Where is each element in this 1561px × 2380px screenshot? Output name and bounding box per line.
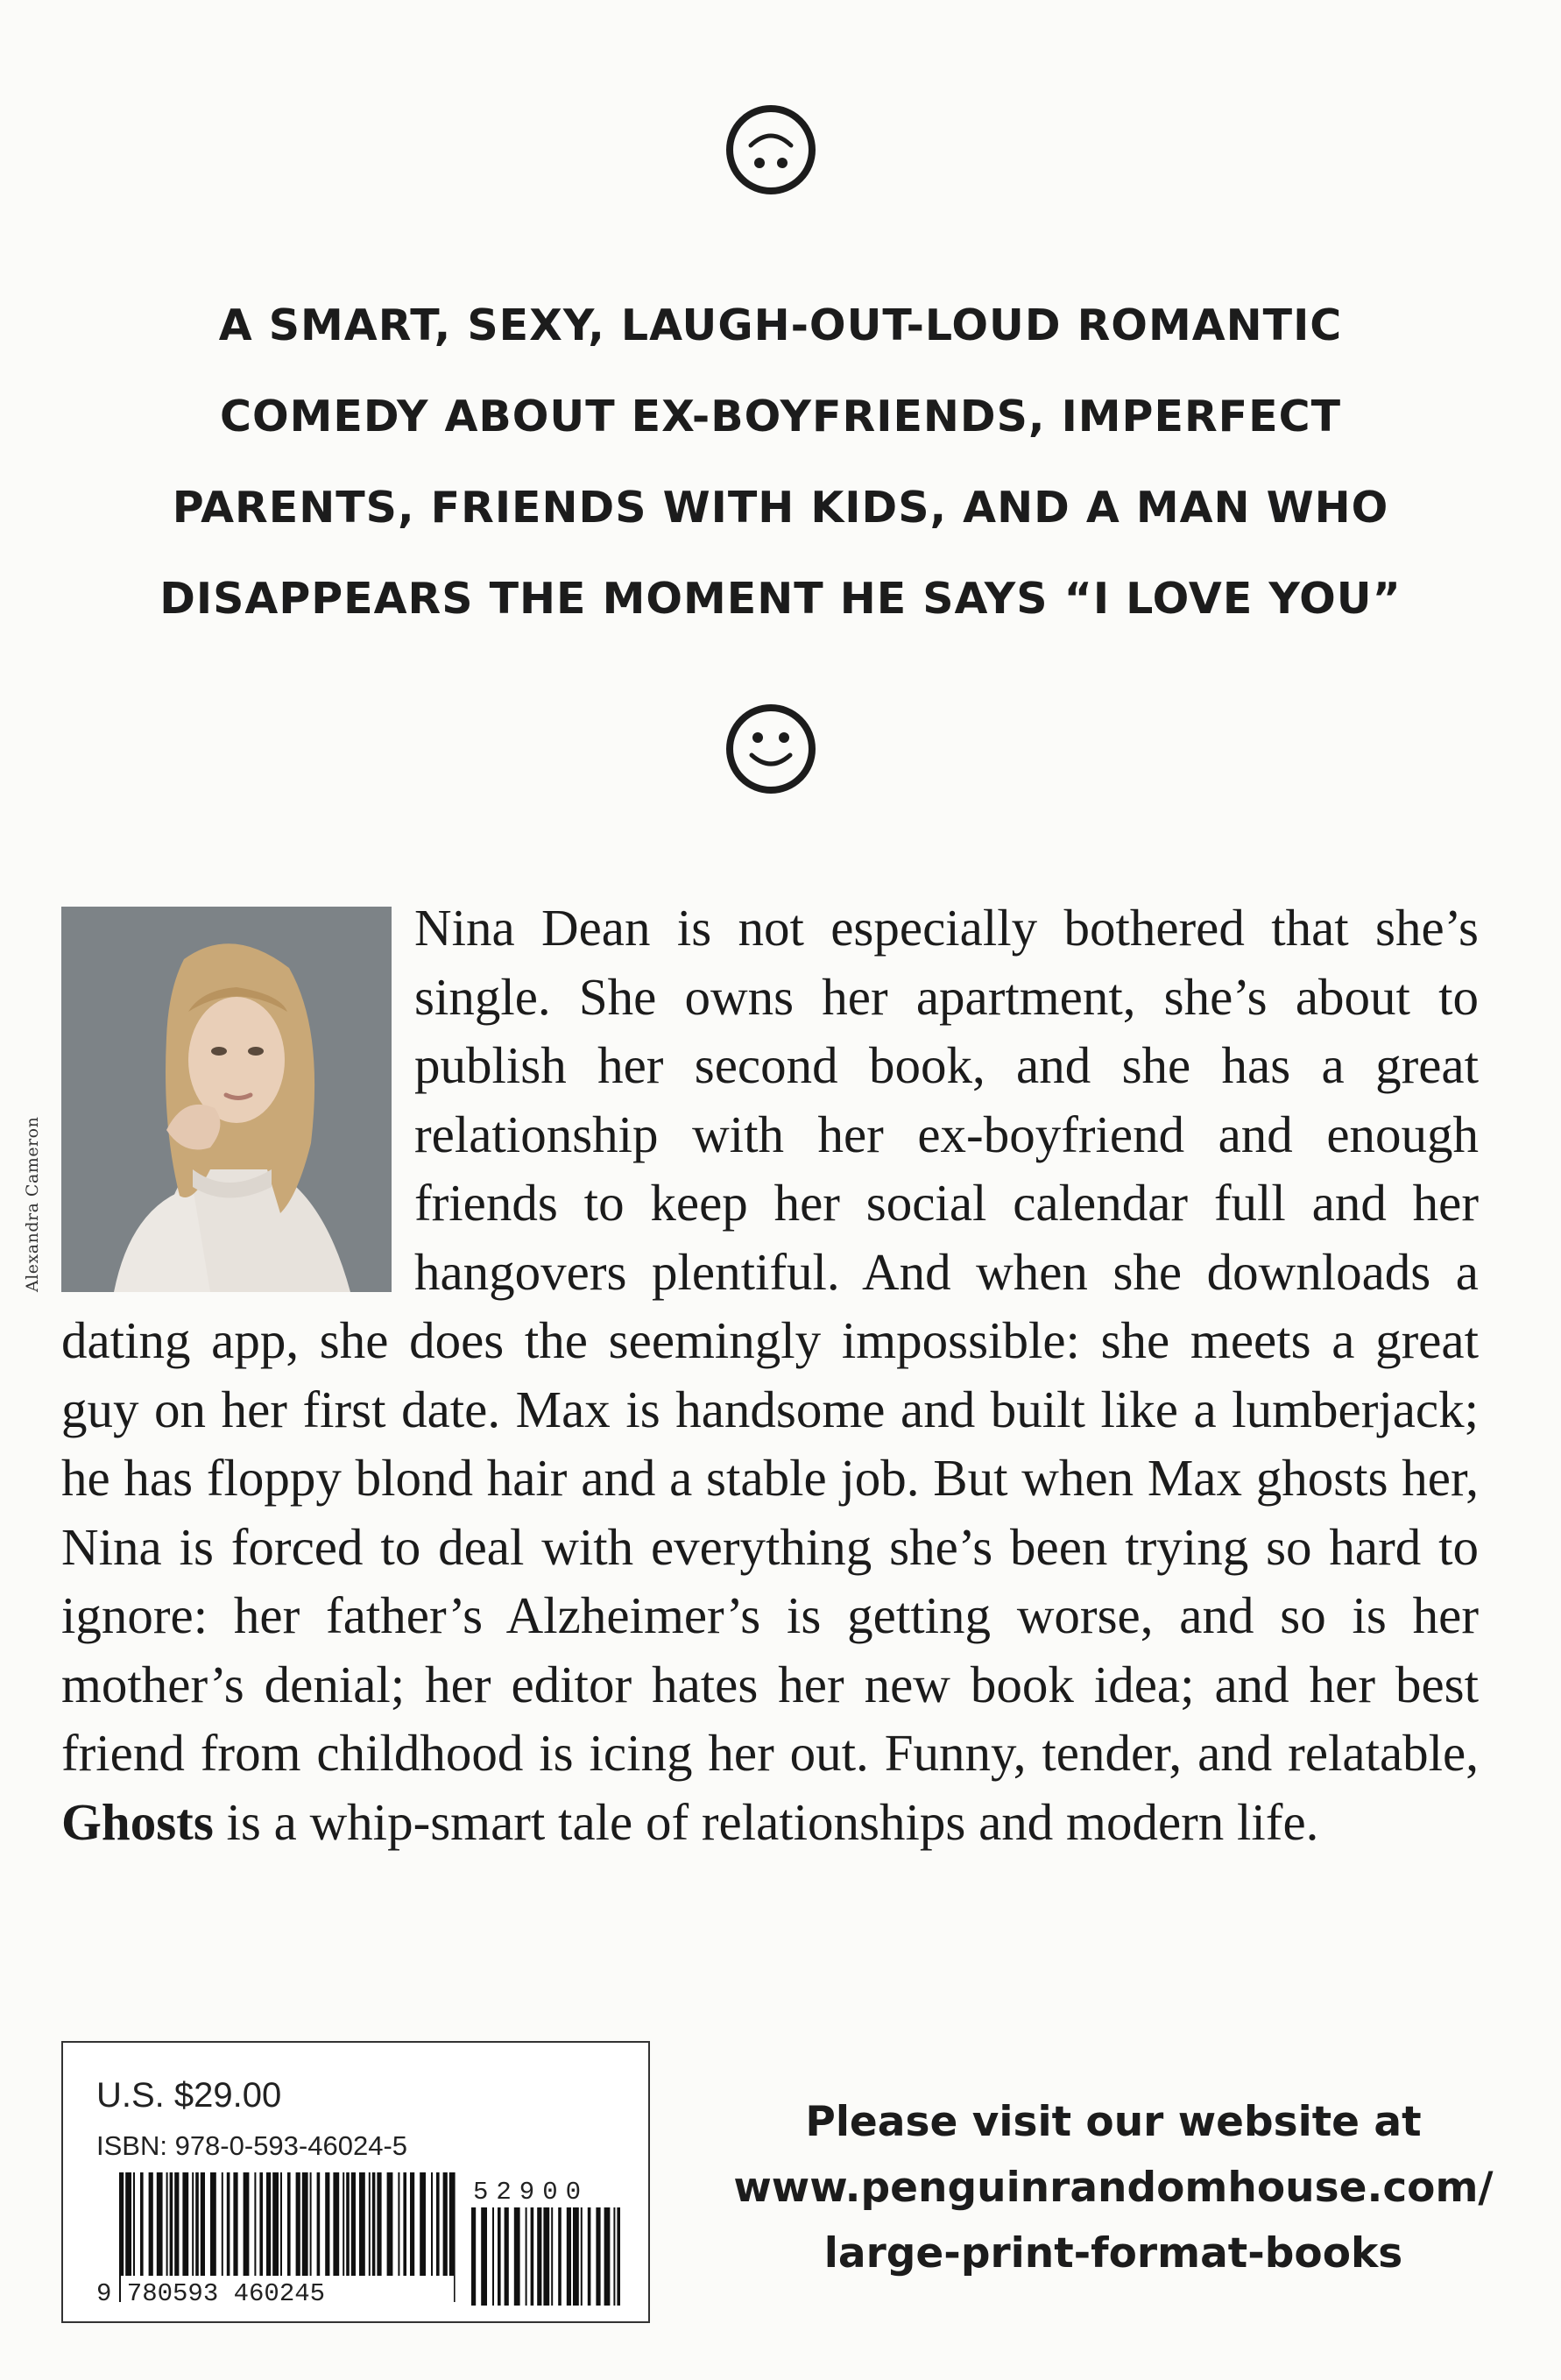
barcode-bar xyxy=(588,2207,591,2306)
website-url-path[interactable]: large-print-format-books xyxy=(823,2229,1403,2278)
barcode-bar xyxy=(567,2207,571,2306)
isbn: ISBN: 978-0-593-46024-5 xyxy=(96,2130,408,2161)
barcode-bar xyxy=(581,2207,583,2306)
barcode-bar xyxy=(505,2207,509,2306)
tagline-line: PARENTS, FRIENDS WITH KIDS, AND A MAN WHO xyxy=(172,483,1389,533)
website-url[interactable]: www.penguinrandomhouse.com/ xyxy=(733,2164,1494,2212)
addon-digits: 52900 xyxy=(473,2178,590,2207)
tagline xyxy=(88,280,1473,645)
price-barcode-box xyxy=(61,2041,650,2323)
price: U.S. $29.00 xyxy=(96,2076,282,2115)
website-line: Please visit our website at xyxy=(805,2098,1422,2146)
isbn-barcode xyxy=(96,2172,457,2306)
barcode-bar xyxy=(481,2207,487,2306)
book-title: Ghosts xyxy=(61,1792,214,1851)
description-text: Nina Dean is not especially bothered that she’s single. She owns her apartment, she’s about to publish her second book, and she has a great relationship with her ex-boyfriend and enough friends to keep her social calendar full and her hangovers plentiful. And when she downloads a dating app, she does the seemingly impossible: she meets a great guy on her first date. Max is handsome and built like a lumberjack; he has floppy blond hair and a stable job. But when Max ghosts her, Nina is forced to deal with everything she’s been trying so hard to ignore: her father’s Alzheimer’s is getting worse, and so is her mother’s denial; her editor hates her new book idea; and her best friend from childhood is icing her out. Funny, tender, and relatable, xyxy=(61,899,1479,1782)
barcode-bar xyxy=(543,2207,549,2306)
barcode-bar xyxy=(471,2207,476,2306)
upside-down-smiley-icon xyxy=(723,102,819,198)
barcode-digits: 9 780593 460245 xyxy=(96,2279,326,2306)
barcode-bar xyxy=(492,2207,494,2306)
photo-credit: Alexandra Cameron xyxy=(23,1116,42,1292)
barcode-bar xyxy=(514,2207,520,2306)
barcode-bar xyxy=(498,2207,501,2306)
addon-bars xyxy=(471,2207,620,2306)
barcode-bar xyxy=(613,2207,615,2306)
barcode-bar xyxy=(526,2207,527,2306)
barcode-bar xyxy=(558,2207,562,2306)
price-addon-barcode xyxy=(468,2172,624,2306)
tagline-line: COMEDY ABOUT EX-BOYFRIENDS, IMPERFECT xyxy=(219,392,1342,441)
tagline-line: DISAPPEARS THE MOMENT HE SAYS “I LOVE YOU” xyxy=(159,574,1402,624)
book-description xyxy=(61,893,1479,1856)
barcode-bar xyxy=(617,2207,620,2306)
description-text-end: is a whip-smart tale of relationships and modern life. xyxy=(226,1792,1319,1851)
photo-spacer xyxy=(61,893,407,1305)
barcode-bar xyxy=(604,2207,611,2306)
smiley-icon xyxy=(723,701,819,797)
barcode-bar xyxy=(537,2207,541,2306)
website-notice xyxy=(666,2089,1561,2286)
tagline-line: A SMART, SEXY, LAUGH-OUT-LOUD ROMANTIC xyxy=(218,300,1343,350)
barcode-bar xyxy=(573,2207,579,2306)
barcode-bar xyxy=(596,2207,600,2306)
barcode-bar xyxy=(551,2207,553,2306)
barcode-bar xyxy=(531,2207,534,2306)
